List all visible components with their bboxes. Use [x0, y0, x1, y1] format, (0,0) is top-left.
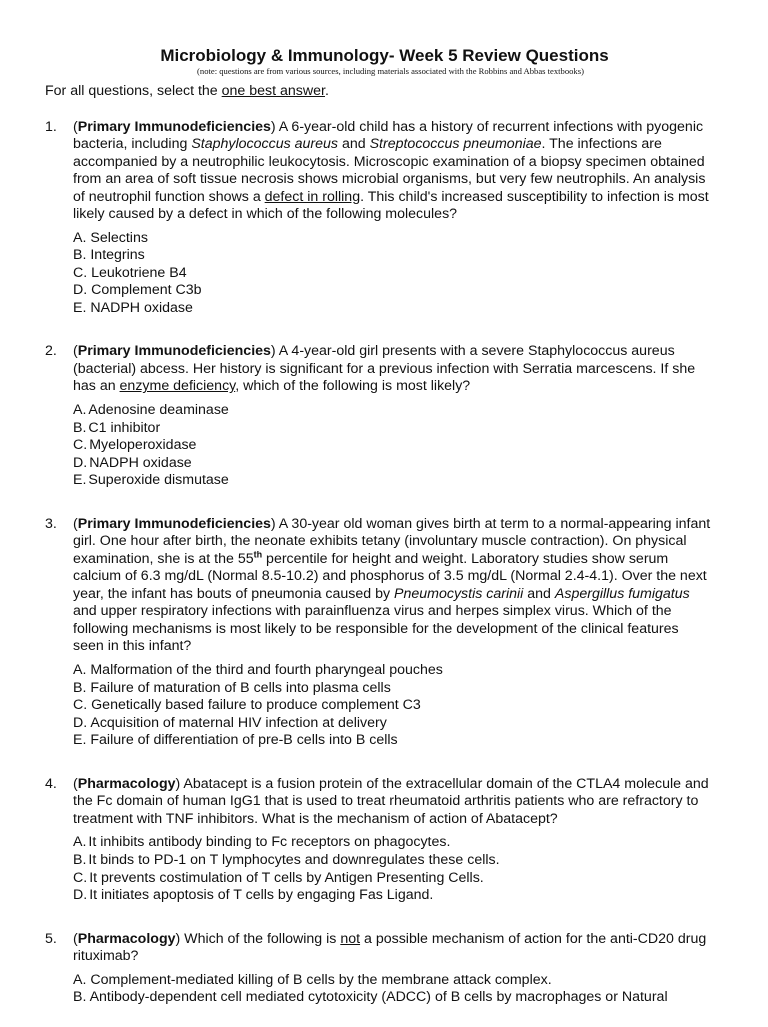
- question-category: Pharmacology: [77, 930, 176, 947]
- answer-options: [73, 230, 712, 318]
- answer-option[interactable]: C. It prevents costimulation of T cells by Antigen Presenting Cells.: [73, 869, 484, 886]
- question-category: Pharmacology: [77, 775, 176, 792]
- question-3: [45, 516, 712, 770]
- answer-option[interactable]: C. Leukotriene B4: [73, 264, 187, 281]
- answer-option[interactable]: D. Complement C3b: [73, 282, 202, 299]
- instructions: For all questions, select the one best answer.: [45, 83, 329, 99]
- question-stem: (Primary Immunodeficiencies) A 30-year old woman gives birth at term to a normal-appearing infant girl. One hour after birth, the neonate exhibits tetany (involuntary muscle contraction). On physical examination, she is at the 55th percentile for height and weight. Laboratory studies show serum calcium of 6.3 mg/dL (Normal 8.5-10.2) and phosphorus of 3.5 mg/dL (Normal 2.4-4.1). Over the next year, the infant has bouts of pneumonia caused by Pneumocystis carinii and Aspergillus fumigatus and upper respiratory infections with parainfluenza virus and herpes simplex virus. Which of the following mechanisms is most likely to be responsible for the development of the clinical features seen in this infant?: [73, 515, 711, 655]
- question-number: 3.: [45, 515, 57, 532]
- answer-option[interactable]: C. Myeloperoxidase: [73, 437, 197, 454]
- answer-options: [73, 402, 712, 490]
- answer-option[interactable]: A. Malformation of the third and fourth pharyngeal pouches: [73, 661, 443, 678]
- question-4: [45, 776, 712, 925]
- question-number: 2.: [45, 343, 57, 360]
- answer-option[interactable]: B. Integrins: [73, 247, 145, 264]
- answer-option[interactable]: A. Complement-mediated killing of B cells by the membrane attack complex.: [73, 971, 552, 988]
- page-title: Microbiology & Immunology- Week 5 Review Questions: [160, 46, 609, 65]
- question-category: Primary Immunodeficiencies: [77, 515, 271, 532]
- emphasis-underline: one best answer: [221, 83, 325, 99]
- answer-option[interactable]: A. Adenosine deaminase: [73, 401, 229, 418]
- answer-option[interactable]: E. NADPH oxidase: [73, 299, 193, 316]
- answer-options: [73, 662, 712, 750]
- answer-option[interactable]: C. Genetically based failure to produce complement C3: [73, 697, 421, 714]
- answer-option[interactable]: B. It binds to PD-1 on T lymphocytes and downregulates these cells.: [73, 852, 500, 868]
- answer-option[interactable]: E. Failure of differentiation of pre-B cells into B cells: [73, 732, 398, 749]
- answer-options: [73, 972, 712, 1007]
- answer-option[interactable]: E. Superoxide dismutase: [73, 472, 229, 489]
- question-category: Primary Immunodeficiencies: [77, 343, 271, 360]
- answer-option[interactable]: A. It inhibits antibody binding to Fc receptors on phagocytes.: [73, 834, 451, 851]
- answer-option[interactable]: D. It initiates apoptosis of T cells by engaging Fas Ligand.: [73, 887, 434, 904]
- question-number: 5.: [45, 930, 57, 947]
- question-stem: (Primary Immunodeficiencies) A 4-year-old girl presents with a severe Staphylococcus aureus (bacterial) abcess. Her history is significant for a previous infection with Serratia marcescens. If she has an enzyme deficiency, which of the following is most likely?: [73, 343, 696, 395]
- question-1: [45, 119, 712, 338]
- answer-option[interactable]: A. Selectins: [73, 229, 148, 246]
- question-category: Primary Immunodeficiencies: [77, 118, 271, 135]
- question-number: 1.: [45, 118, 57, 135]
- answer-option[interactable]: B. C1 inhibitor: [73, 419, 161, 436]
- answer-option[interactable]: D. NADPH oxidase: [73, 454, 192, 471]
- answer-options: [73, 834, 712, 904]
- question-stem: (Pharmacology) Abatacept is a fusion protein of the extracellular domain of the CTLA4 molecule and the Fc domain of human IgG1 that is used to treat rheumatoid arthritis patients who are refractory to treatment with TNF inhibitors. What is the mechanism of action of Abatacept?: [73, 775, 709, 827]
- question-stem: (Primary Immunodeficiencies) A 6-year-old child has a history of recurrent infections with pyogenic bacteria, including Staphylococcus aureus and Streptococcus pneumoniae. The infections are accompanied by a neutrophilic leukocytosis. Microscopic examination of a biopsy specimen obtained from an area of soft tissue necrosis shows microbial organisms, but very few neutrophils. An analysis of neutrophil function shows a defect in rolling. This child's increased susceptibility to infection is most likely caused by a defect in which of the following molecules?: [73, 118, 709, 222]
- source-note: (note: questions are from various sources, including materials associated with the Robbins and Abbas textbooks): [197, 66, 584, 76]
- answer-option[interactable]: B. Antibody-dependent cell mediated cytotoxicity (ADCC) of B cells by macrophages or Natural: [73, 989, 668, 1006]
- question-5: [45, 931, 712, 1027]
- question-stem: (Pharmacology) Which of the following is not a possible mechanism of action for the anti-CD20 drug rituximab?: [73, 930, 707, 965]
- answer-option[interactable]: B. Failure of maturation of B cells into plasma cells: [73, 679, 391, 696]
- question-2: [45, 343, 712, 509]
- question-number: 4.: [45, 775, 57, 792]
- answer-option[interactable]: D. Acquisition of maternal HIV infection at delivery: [73, 714, 387, 731]
